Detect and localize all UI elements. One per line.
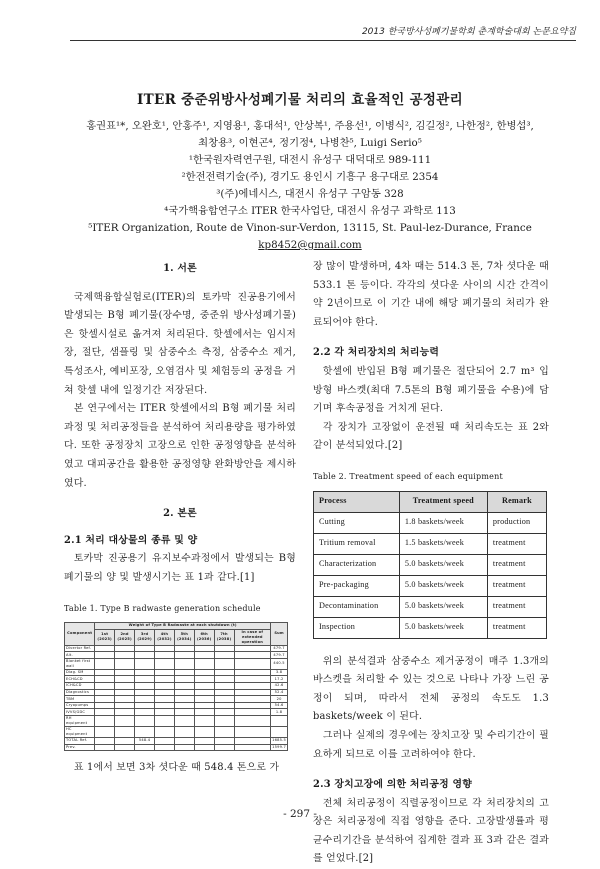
subsection-2-1-heading: 2.1 처리 대상물의 종류 및 양 [64,534,198,546]
table-1-cell [234,645,271,652]
table-1-row-label: IVVS/GDC [65,709,95,716]
table-1-cell [234,727,271,738]
table-1-head-group: Weight of Type B Radwaste at each shutdown (t) [95,623,271,630]
table-1-cell [194,658,214,669]
table-2-row [314,554,547,575]
table-2-row [314,575,547,596]
table-1-cell [194,738,214,745]
table-2-cell: 1.5 baskets/week [399,533,487,554]
table-1-cell [194,683,214,690]
table-1-cell [135,727,155,738]
right-column [313,258,549,869]
table-1-cell [115,716,135,727]
table-1-cell [214,696,234,703]
affiliation-4: ⁴국가핵융합연구소 ITER 한국사업단, 대전시 유성구 과학로 113 [164,205,456,217]
after-table-2-paragraph-1: 위의 분석결과 삼중수소 제거공정이 매주 1.3개의 바스켓을 처리할 수 있는 것으로 나타나 가장 느린 공정이 되며, 따라서 전체 공정의 속도도 1.3 baskets/week 이 된다. [313,655,549,723]
table-1-col-header: 3rd (2029) [135,629,155,645]
table-1-cell [155,669,175,676]
table-1-cell [234,738,271,745]
table-1-cell [214,738,234,745]
table-1-cell [234,676,271,683]
table-1-cell [95,727,115,738]
table-1-row [65,658,288,669]
table-1-cell [95,676,115,683]
table-2-row [314,596,547,617]
table-1-cell [194,689,214,696]
subsection-2-3-heading: 2.3 장치고장에 의한 처리공정 영향 [313,779,472,791]
table-1-cell: 20 [271,696,288,703]
table-1-row [65,738,288,745]
table-1-cell: 440.5 [271,658,288,669]
table-1-cell [115,727,135,738]
table-1-cell: 54.6 [271,702,288,709]
table-1-cell [214,683,234,690]
table-1-cell [135,652,155,659]
table-1-cell [115,683,135,690]
email-link[interactable]: kp8452@gmail.com [258,239,362,251]
table-1-col-header: 5th (2034) [174,629,194,645]
table-1-row [65,744,288,751]
table-1-cell [234,689,271,696]
table-1-cell [155,645,175,652]
table-1-cell [214,658,234,669]
table-1-cell [155,683,175,690]
table-1-cell [194,709,214,716]
subsection-2-2-paragraph-2: 각 장치가 고장없이 운전될 때 처리속도는 표 2와 같이 분석되었다.[2] [313,421,549,452]
table-1-cell [135,645,155,652]
table-1-cell [174,744,194,751]
table-2-row [314,533,547,554]
table-1-cell [194,727,214,738]
table-2-cell: 5.0 baskets/week [399,617,487,638]
table-1-cell [135,658,155,669]
table-2-cell: Inspection [314,617,400,638]
table-1-cell [115,645,135,652]
table-1-cell [135,744,155,751]
table-1-row-label: Diagnostics [65,689,95,696]
table-1-cell [155,738,175,745]
table-1-cell [115,669,135,676]
table-1-cell: 548.4 [135,738,155,745]
table-1-cell [95,744,115,751]
continued-paragraph: 장 많이 발생하며, 4차 때는 514.3 톤, 7차 셧다운 때 533.1 톤 등이다. 각각의 셧다운 사이의 시간 간격이 약 2년이므로 이 기간 내에 해당 폐기물의 처리가 완료되어야 한다. [313,261,549,328]
table-2 [313,491,547,639]
table-1-cell [135,689,155,696]
table-1-cell [234,658,271,669]
table-1-cell [214,669,234,676]
table-1-cell [214,645,234,652]
author-line-1: 홍권표¹*, 오완호¹, 안홍주¹, 지영용¹, 홍대석¹, 안상복¹, 주용선¹, 이병식², 김길정², 나한정², 한병섭³, [86,120,534,132]
table-1-cell [174,652,194,659]
subsection-2-3-paragraph: 전체 처리공정이 직렬공정이므로 각 처리장치의 고장은 처리공정에 직접 영향을 준다. 고장발생률과 평균수리기간을 분석하여 집계한 결과 표 3과 같은 결과를 얻었다.[2] [313,797,549,865]
table-1-cell [135,683,155,690]
table-1-cell [155,702,175,709]
table-1-row [65,689,288,696]
table-1-cell [234,716,271,727]
table-1-cell [174,645,194,652]
table-1-row-label: ECH&CD [65,676,95,683]
table-1-row [65,676,288,683]
table-1-row [65,727,288,738]
author-block [60,118,560,254]
table-2-cell: treatment [487,596,546,617]
author-line-2: 최창용³, 이현곤⁴, 정기정⁴, 나병찬⁵, Luigi Serio⁵ [198,137,422,149]
table-2-cell: Characterization [314,554,400,575]
table-1-cell [135,669,155,676]
table-1-cell [271,727,288,738]
table-1-cell [135,709,155,716]
table-1-row [65,652,288,659]
table-1-cell [115,658,135,669]
page-number: - 297 - [283,808,317,820]
table-1-cell: 1685.5 [272,738,286,743]
table-2-cell: 5.0 baskets/week [399,554,487,575]
table-1-row-label: Alt. [65,652,95,659]
table-1-row [65,645,288,652]
table-1-cell [174,702,194,709]
table-1-cell [234,683,271,690]
table-2-cell: treatment [487,617,546,638]
table-1-cell [115,702,135,709]
table-1-row [65,709,288,716]
table-1-cell [115,738,135,745]
table-1-cell [174,738,194,745]
table-1-row-label: HC equipment [65,727,95,738]
table-1-cell [214,689,234,696]
table-1-cell: 1599.7 [272,744,286,749]
table-1-cell [135,676,155,683]
table-1-row-label: Cryopumps [65,702,95,709]
table-1-cell [115,689,135,696]
table-1-cell [135,716,155,727]
table-1-cell [174,716,194,727]
paper-title: ITER 중준위방사성폐기물 처리의 효율적인 공정관리 [137,92,463,108]
table-1-cell [95,683,115,690]
table-1-cell: 3.8 [271,669,288,676]
table-1-row-label: TBM [65,696,95,703]
table-1-cell [95,709,115,716]
table-1-cell [155,709,175,716]
table-1-cell [174,689,194,696]
table-1-row-label: Blanket first wall [65,658,95,669]
table-1-head-sum: Sum [271,623,288,646]
table-1-row-label: Prev. [65,744,95,751]
table-2-cell: Tritium removal [314,533,400,554]
table-1-cell [214,652,234,659]
table-1-cell: 17.2 [271,676,288,683]
section-1-heading: 1. 서론 [163,263,197,274]
table-1-cell: 52.4 [271,689,288,696]
table-1-cell [174,683,194,690]
table-1-cell [214,744,234,751]
table-1-col-header: 2nd (2025) [115,629,135,645]
table-2-col-header: Remark [487,491,546,512]
after-table-2-paragraph-2: 그러나 실제의 경우에는 장치고장 및 수리기간이 필요하게 되므로 이를 고려하여야 한다. [313,729,549,760]
table-1-cell [214,702,234,709]
table-1-col-header: 1st (2023) [95,629,115,645]
table-1-cell [135,696,155,703]
table-1-cell [174,658,194,669]
table-1-cell [194,702,214,709]
table-1-cell [155,676,175,683]
table-1-cell [234,652,271,659]
table-1-cell [155,658,175,669]
table-1-cell [135,702,155,709]
table-2-cell: treatment [487,554,546,575]
affiliation-5: ⁵ITER Organization, Route de Vinon-sur-Verdon, 13115, St. Paul-lez-Durance, France [88,222,532,234]
table-1-cell [155,696,175,703]
affiliation-2: ²한전전력기술(주), 경기도 용인시 기흥구 용구대로 2354 [181,171,439,183]
table-1-row [65,702,288,709]
section-1-paragraph-2: 본 연구에서는 ITER 핫셀에서의 B형 폐기물 처리과정 및 처리공정들을 분석하여 처리용량을 평가하였다. 또한 공정장치 고장으로 인한 공정영향을 분석하였고 대피공간을 활용한 공정영향 완화방안을 제시하였다. [64,403,296,489]
table-1-cell [214,676,234,683]
table-2-cell: Cutting [314,512,400,533]
table-1-cell [95,738,115,745]
table-1-cell: 479.7 [271,645,288,652]
after-table-1-text: 표 1에서 보면 3차 셧다운 때 548.4 톤으로 가 [73,762,280,774]
table-1-cell [194,676,214,683]
table-1-cell [95,716,115,727]
table-1-cell [271,716,288,727]
table-1-cell [214,716,234,727]
table-1-row [65,716,288,727]
table-1-cell [95,702,115,709]
table-1-cell [95,696,115,703]
table-1-col-header: In case of extended operation [234,629,271,645]
table-1-cell [95,669,115,676]
table-2-row [314,512,547,533]
table-1-cell [194,716,214,727]
table-1-cell [115,744,135,751]
table-1-row [65,683,288,690]
table-2-cell: 5.0 baskets/week [399,575,487,596]
header-rule [70,40,576,41]
table-1-cell [174,696,194,703]
table-2-cell: production [487,512,546,533]
section-1-paragraph-1: 국제핵융합실험로(ITER)의 토카막 진공용기에서 발생되는 B형 폐기물(장수명, 중준위 방사성폐기물)은 핫셀시설로 옮겨져 처리된다. 핫셀에서는 임시저장, 절단, 샘플링 및 삼중수소 측정, 삼중수소 제거, 특성조사, 예비포장, 오염검사 및 체험등의 공정을 거쳐 핫셀 내에 일정기간 저장된다. [64,291,296,396]
table-1-cell: 1.8 [271,709,288,716]
table-1-cell [174,669,194,676]
table-1-cell: 42.6 [271,683,288,690]
table-2-caption: Table 2. Treatment speed of each equipment [313,471,503,481]
table-1-cell [214,727,234,738]
table-1-cell [95,645,115,652]
table-1-cell: 479.7 [271,652,288,659]
table-1-cell [95,689,115,696]
table-1-col-header: 7th (2038) [214,629,234,645]
table-1-cell [115,652,135,659]
subsection-2-2-paragraph-1: 핫셀에 반입된 B형 폐기물은 절단되어 2.7 m³ 입방형 바스켓(최대 7.5톤의 B형 폐기물을 수용)에 담기며 후속공정을 거치게 된다. [313,365,549,415]
affiliation-3: ³(주)에네시스, 대전시 유성구 구암동 328 [216,188,404,200]
table-1-cell [194,652,214,659]
table-2-row [314,617,547,638]
table-1-row-label: Divertor Ref. [65,645,95,652]
table-1-row [65,669,288,676]
table-1-cell [155,652,175,659]
table-2-cell: 5.0 baskets/week [399,596,487,617]
table-1-col-header: 6th (2036) [194,629,214,645]
table-1-row-label: ICH&CD [65,683,95,690]
table-1-cell [234,669,271,676]
table-1-row-label: Diag. SM [65,669,95,676]
subsection-2-2-heading: 2.2 각 처리장치의 처리능력 [313,347,440,359]
table-2-col-header: Process [314,491,400,512]
table-1-head-component: Component [65,623,95,646]
table-1-cell [194,696,214,703]
left-column [64,260,296,778]
table-1-cell [174,727,194,738]
table-2-cell: treatment [487,533,546,554]
table-1-cell [155,716,175,727]
table-1-cell [194,744,214,751]
table-1-cell [95,652,115,659]
table-1-row [65,696,288,703]
table-2-col-header: Treatment speed [399,491,487,512]
table-1-cell [214,709,234,716]
table-1-cell [234,744,271,751]
table-1-caption: Table 1. Type B radwaste generation schedule [64,603,261,613]
table-1-row-label: RH equipment [65,716,95,727]
table-1-cell [194,645,214,652]
table-1-row-label: TOTAL Ref. [65,738,95,745]
section-2-heading: 2. 본론 [163,508,197,520]
table-1 [64,622,288,751]
table-1-cell [95,658,115,669]
table-1-cell [234,696,271,703]
table-1-cell [155,727,175,738]
table-1-cell [155,689,175,696]
table-1-cell [174,676,194,683]
subsection-2-1-paragraph: 토카막 진공용기 유지보수과정에서 발생되는 B형 폐기물의 양 및 발생시기는 표 1과 같다.[1] [64,553,296,583]
table-1-cell [234,709,271,716]
table-1-cell [194,669,214,676]
running-head: 2013 한국방사성폐기물학회 춘계학술대회 논문요약집 [361,27,576,37]
table-2-cell: 1.8 baskets/week [399,512,487,533]
table-1-cell [234,702,271,709]
table-1-col-header: 4th (2032) [155,629,175,645]
table-1-cell [115,709,135,716]
table-1-cell [115,696,135,703]
table-1-cell [155,744,175,751]
table-1-cell [174,709,194,716]
table-2-cell: treatment [487,575,546,596]
table-2-cell: Pre-packaging [314,575,400,596]
table-2-cell: Decontamination [314,596,400,617]
affiliation-1: ¹한국원자력연구원, 대전시 유성구 대덕대로 989-111 [188,154,432,166]
table-1-cell [115,676,135,683]
